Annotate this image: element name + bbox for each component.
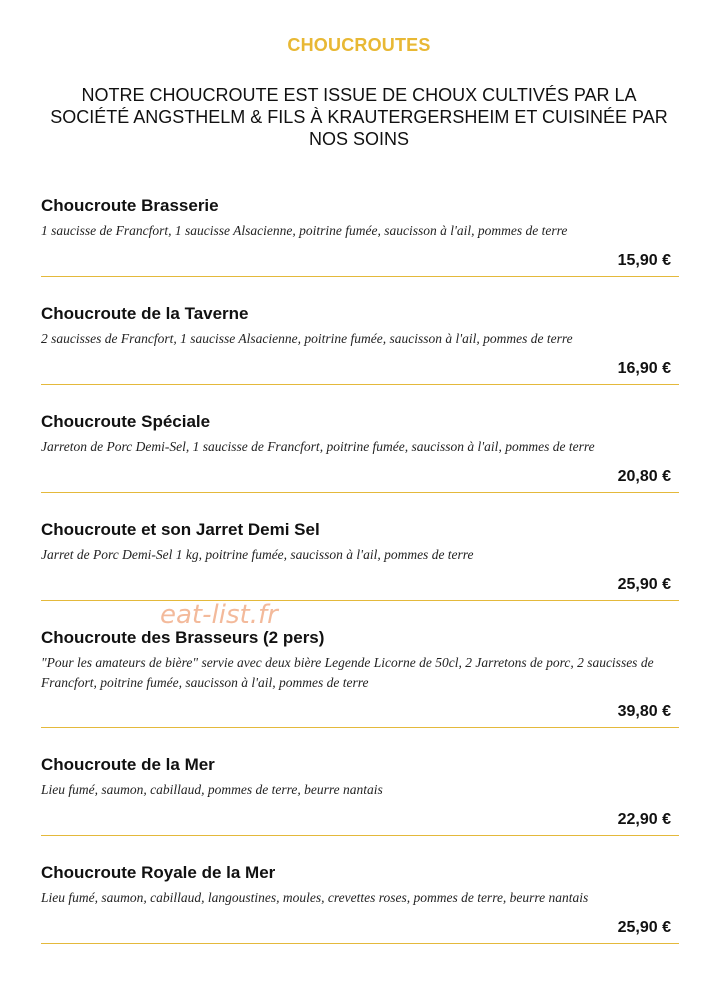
item-price: 22,90 € (617, 811, 671, 828)
item-name: Choucroute de la Mer (41, 755, 215, 774)
item-name: Choucroute de la Taverne (41, 304, 249, 323)
item-name: Choucroute et son Jarret Demi Sel (41, 520, 320, 539)
item-name: Choucroute Spéciale (41, 412, 211, 431)
item-price: 25,90 € (617, 919, 671, 936)
item-description: Lieu fumé, saumon, cabillaud, pommes de terre, beurre nantais (41, 782, 383, 797)
menu-item (41, 493, 679, 601)
menu-item (41, 836, 679, 944)
item-description: "Pour les amateurs de bière" servie avec deux bière Legende Licorne de 50cl, 2 Jarretons de porc, 2 saucisses de Francfort, poitrine fumée, saucisson à l'ail, pommes de terre (41, 655, 654, 690)
intro-text: NOTRE CHOUCROUTE EST ISSUE DE CHOUX CULTIVÉS PAR LA SOCIÉTÉ ANGSTHELM & FILS À KRAUTERGERSHEIM ET CUISINÉE PAR NOS SOINS (50, 85, 668, 149)
menu-items (41, 191, 679, 944)
menu-item (41, 601, 679, 728)
item-price: 16,90 € (617, 360, 671, 377)
item-price: 15,90 € (617, 252, 671, 269)
section-title: CHOUCROUTES (287, 35, 431, 55)
item-name: Choucroute des Brasseurs (2 pers) (41, 628, 325, 647)
item-price: 25,90 € (617, 576, 671, 593)
item-description: Jarret de Porc Demi-Sel 1 kg, poitrine fumée, saucisson à l'ail, pommes de terre (41, 547, 474, 562)
item-name: Choucroute Royale de la Mer (41, 863, 276, 882)
item-price: 20,80 € (617, 468, 671, 485)
menu-item (41, 385, 679, 493)
item-description: 2 saucisses de Francfort, 1 saucisse Alsacienne, poitrine fumée, saucisson à l'ail, pommes de terre (41, 331, 573, 346)
menu-item (41, 277, 679, 385)
menu-item (41, 191, 679, 277)
item-description: 1 saucisse de Francfort, 1 saucisse Alsacienne, poitrine fumée, saucisson à l'ail, pommes de terre (41, 223, 568, 238)
item-price: 39,80 € (617, 703, 671, 720)
item-name: Choucroute Brasserie (41, 196, 219, 215)
watermark: eat-list.fr (160, 600, 278, 630)
menu-item (41, 728, 679, 836)
item-description: Jarreton de Porc Demi-Sel, 1 saucisse de Francfort, poitrine fumée, saucisson à l'ail, pommes de terre (41, 439, 595, 454)
item-description: Lieu fumé, saumon, cabillaud, langoustines, moules, crevettes roses, pommes de terre, beurre nantais (41, 890, 589, 905)
